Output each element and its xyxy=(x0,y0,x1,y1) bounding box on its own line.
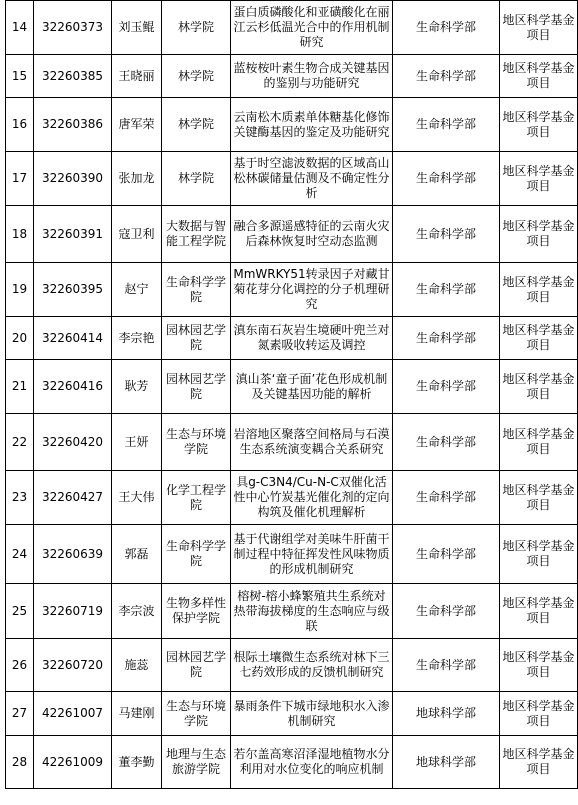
row-number-cell: 19 xyxy=(6,263,34,317)
row-number-cell: 20 xyxy=(6,317,34,360)
project-type-cell: 地区科学基金项目 xyxy=(500,206,578,263)
project-table-body xyxy=(6,1,578,789)
table-row xyxy=(6,414,578,471)
science-department-cell: 生命科学部 xyxy=(393,152,500,206)
project-id-cell: 32260427 xyxy=(34,471,112,525)
table-row xyxy=(6,639,578,692)
row-number-cell: 17 xyxy=(6,152,34,206)
principal-name-cell: 王晓丽 xyxy=(112,55,162,98)
project-type-cell: 地区科学基金项目 xyxy=(500,98,578,152)
project-id-cell: 32260391 xyxy=(34,206,112,263)
principal-name-cell: 张加龙 xyxy=(112,152,162,206)
table-row xyxy=(6,317,578,360)
science-department-cell: 生命科学部 xyxy=(393,639,500,692)
project-title-cell: 融合多源遥感特征的云南火灾后森林恢复时空动态监测 xyxy=(231,206,393,263)
project-type-cell: 地区科学基金项目 xyxy=(500,414,578,471)
project-type-cell: 地区科学基金项目 xyxy=(500,639,578,692)
college-name-cell: 化学工程学院 xyxy=(162,471,231,525)
table-row xyxy=(6,206,578,263)
project-title-cell: 滇山茶‘童子面’花色形成机制及关键基因功能的解析 xyxy=(231,360,393,414)
college-name-cell: 林学院 xyxy=(162,55,231,98)
principal-name-cell: 王妍 xyxy=(112,414,162,471)
project-id-cell: 32260414 xyxy=(34,317,112,360)
college-name-cell: 生物多样性保护学院 xyxy=(162,584,231,639)
project-title-cell: 蓝桉桉叶素生物合成关键基因的鉴别与功能研究 xyxy=(231,55,393,98)
table-row xyxy=(6,471,578,525)
principal-name-cell: 施蕊 xyxy=(112,639,162,692)
science-department-cell: 生命科学部 xyxy=(393,471,500,525)
project-type-cell: 地区科学基金项目 xyxy=(500,152,578,206)
table-row xyxy=(6,55,578,98)
project-type-cell: 地区科学基金项目 xyxy=(500,584,578,639)
college-name-cell: 园林园艺学院 xyxy=(162,639,231,692)
project-id-cell: 32260390 xyxy=(34,152,112,206)
row-number-cell: 25 xyxy=(6,584,34,639)
row-number-cell: 16 xyxy=(6,98,34,152)
table-row xyxy=(6,525,578,584)
principal-name-cell: 唐军荣 xyxy=(112,98,162,152)
project-type-cell: 地区科学基金项目 xyxy=(500,736,578,789)
project-title-cell: 根际土壤微生态系统对林下三七药效形成的反馈机制研究 xyxy=(231,639,393,692)
college-name-cell: 生态与环境学院 xyxy=(162,414,231,471)
row-number-cell: 22 xyxy=(6,414,34,471)
project-id-cell: 42261007 xyxy=(34,692,112,736)
principal-name-cell: 王大伟 xyxy=(112,471,162,525)
table-row xyxy=(6,98,578,152)
project-type-cell: 地区科学基金项目 xyxy=(500,55,578,98)
science-department-cell: 生命科学部 xyxy=(393,584,500,639)
science-department-cell: 地球科学部 xyxy=(393,692,500,736)
project-id-cell: 42261009 xyxy=(34,736,112,789)
project-id-cell: 32260373 xyxy=(34,1,112,55)
project-id-cell: 32260416 xyxy=(34,360,112,414)
science-department-cell: 生命科学部 xyxy=(393,317,500,360)
principal-name-cell: 刘玉鲲 xyxy=(112,1,162,55)
project-title-cell: 若尔盖高寒沼泽湿地植物水分利用对水位变化的响应机制 xyxy=(231,736,393,789)
project-type-cell: 地区科学基金项目 xyxy=(500,263,578,317)
row-number-cell: 15 xyxy=(6,55,34,98)
project-title-cell: 蛋白质磷酸化和亚磺酸化在丽江云杉低温光合中的作用机制研究 xyxy=(231,1,393,55)
project-title-cell: 具g-C3N4/Cu-N-C双催化活性中心竹炭基光催化剂的定向构筑及催化机理解析 xyxy=(231,471,393,525)
principal-name-cell: 寇卫利 xyxy=(112,206,162,263)
project-type-cell: 地区科学基金项目 xyxy=(500,317,578,360)
project-type-cell: 地区科学基金项目 xyxy=(500,692,578,736)
table-row xyxy=(6,152,578,206)
science-department-cell: 生命科学部 xyxy=(393,206,500,263)
project-id-cell: 32260386 xyxy=(34,98,112,152)
principal-name-cell: 马建刚 xyxy=(112,692,162,736)
science-department-cell: 生命科学部 xyxy=(393,98,500,152)
science-department-cell: 生命科学部 xyxy=(393,263,500,317)
table-row xyxy=(6,1,578,55)
project-title-cell: 榕树-榕小蜂繁殖共生系统对热带海拔梯度的生态响应与级联 xyxy=(231,584,393,639)
table-row xyxy=(6,584,578,639)
principal-name-cell: 郭磊 xyxy=(112,525,162,584)
principal-name-cell: 李宗波 xyxy=(112,584,162,639)
project-id-cell: 32260420 xyxy=(34,414,112,471)
table-row xyxy=(6,692,578,736)
project-id-cell: 32260720 xyxy=(34,639,112,692)
row-number-cell: 21 xyxy=(6,360,34,414)
college-name-cell: 大数据与智能工程学院 xyxy=(162,206,231,263)
project-id-cell: 32260395 xyxy=(34,263,112,317)
project-type-cell: 地区科学基金项目 xyxy=(500,360,578,414)
row-number-cell: 24 xyxy=(6,525,34,584)
row-number-cell: 23 xyxy=(6,471,34,525)
project-title-cell: 云南松木质素单体糖基化修饰关键酶基因的鉴定及功能研究 xyxy=(231,98,393,152)
college-name-cell: 园林园艺学院 xyxy=(162,317,231,360)
project-type-cell: 地区科学基金项目 xyxy=(500,1,578,55)
college-name-cell: 生命科学学院 xyxy=(162,525,231,584)
table-row xyxy=(6,736,578,789)
row-number-cell: 14 xyxy=(6,1,34,55)
principal-name-cell: 耿芳 xyxy=(112,360,162,414)
principal-name-cell: 李宗艳 xyxy=(112,317,162,360)
project-id-cell: 32260719 xyxy=(34,584,112,639)
college-name-cell: 林学院 xyxy=(162,1,231,55)
science-department-cell: 生命科学部 xyxy=(393,525,500,584)
science-department-cell: 生命科学部 xyxy=(393,55,500,98)
project-title-cell: 暴雨条件下城市绿地积水入渗机制研究 xyxy=(231,692,393,736)
project-title-cell: MmWRKY51转录因子对藏甘菊花芽分化调控的分子机理研究 xyxy=(231,263,393,317)
project-title-cell: 岩溶地区聚落空间格局与石漠生态系统演变耦合关系研究 xyxy=(231,414,393,471)
table-row xyxy=(6,263,578,317)
row-number-cell: 28 xyxy=(6,736,34,789)
row-number-cell: 27 xyxy=(6,692,34,736)
project-type-cell: 地区科学基金项目 xyxy=(500,471,578,525)
college-name-cell: 生命科学学院 xyxy=(162,263,231,317)
project-title-cell: 基于代谢组学对美味牛肝菌干制过程中特征挥发性风味物质的形成机制研究 xyxy=(231,525,393,584)
table-row xyxy=(6,360,578,414)
project-id-cell: 32260639 xyxy=(34,525,112,584)
project-title-cell: 滇东南石灰岩生境硬叶兜兰对氮素吸收转运及调控 xyxy=(231,317,393,360)
science-department-cell: 生命科学部 xyxy=(393,414,500,471)
college-name-cell: 生态与环境学院 xyxy=(162,692,231,736)
college-name-cell: 林学院 xyxy=(162,98,231,152)
science-department-cell: 生命科学部 xyxy=(393,1,500,55)
project-type-cell: 地区科学基金项目 xyxy=(500,525,578,584)
project-table xyxy=(5,0,578,789)
project-title-cell: 基于时空滤波数据的区域高山松林碳储量估测及不确定性分析 xyxy=(231,152,393,206)
science-department-cell: 生命科学部 xyxy=(393,360,500,414)
row-number-cell: 18 xyxy=(6,206,34,263)
college-name-cell: 地理与生态旅游学院 xyxy=(162,736,231,789)
college-name-cell: 园林园艺学院 xyxy=(162,360,231,414)
row-number-cell: 26 xyxy=(6,639,34,692)
college-name-cell: 林学院 xyxy=(162,152,231,206)
principal-name-cell: 赵宁 xyxy=(112,263,162,317)
project-id-cell: 32260385 xyxy=(34,55,112,98)
principal-name-cell: 董李勤 xyxy=(112,736,162,789)
science-department-cell: 地球科学部 xyxy=(393,736,500,789)
